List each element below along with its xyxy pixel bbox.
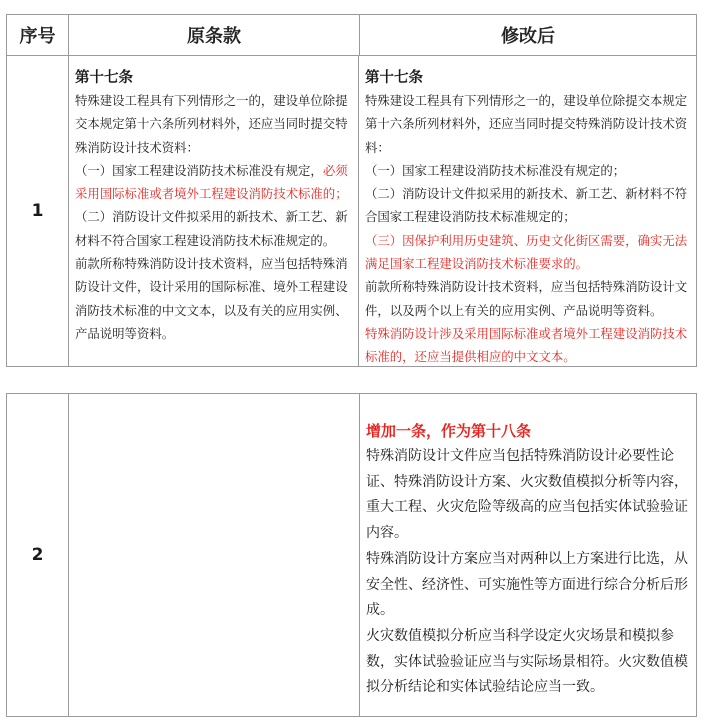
clause-item-1-deleted-text: 必须采用国际标准或者境外工程建设消防技术标准的； [75, 162, 348, 202]
header-no: 序号 [7, 15, 69, 55]
original-clause-cell [69, 56, 359, 366]
revised-clause-cell [360, 394, 696, 716]
clause-item-2: （二）消防设计文件拟采用的新技术、新工艺、新材料不符合国家工程建设消防技术标准规定的。 [75, 209, 348, 248]
row-number [7, 394, 69, 716]
row-number-text: 2 [31, 545, 44, 565]
added-article-title: 增加一条，作为第十八条 [366, 422, 532, 440]
row-number [7, 56, 69, 366]
clause-item-1-text: （一）国家工程建设消防技术标准没有规定， [75, 162, 323, 178]
table-header [7, 15, 696, 56]
revised-clause-cell [359, 56, 696, 366]
clause-paragraph-2: 特殊消防设计方案应当对两种以上方案进行比选，从安全性、经济性、可实施性等方面进行综合分析后形成。 [366, 550, 688, 619]
clause-paragraph-3: 火灾数值模拟分析应当科学设定火灾场景和模拟参数，实体试验验证应当与实际场景相符。火灾数值模拟分析结论和实体试验结论应当一致。 [366, 627, 688, 696]
table-row [7, 56, 696, 366]
clause-item-1: （一）国家工程建设消防技术标准没有规定的； [365, 162, 626, 178]
clause-paragraph-1: 特殊消防设计文件应当包括特殊消防设计必要性论证、特殊消防设计方案、火灾数值模拟分析等内容，重大工程、火灾危险等级高的应当包括实体试验验证内容。 [366, 448, 688, 542]
clause-item-3-added: （三）因保护利用历史建筑、历史文化街区需要，确实无法满足国家工程建设消防技术标准要求的。 [365, 232, 688, 272]
clause-paragraph-last: 前款所称特殊消防设计技术资料，应当包括特殊消防设计文件，以及两个以上有关的应用实例、产品说明等资料。 [365, 279, 688, 318]
clause-paragraph-last: 前款所称特殊消防设计技术资料，应当包括特殊消防设计文件，设计采用的国际标准、境外工程建设消防技术标准的中文文本，以及有关的应用实例、产品说明等资料。 [75, 256, 348, 341]
clause-paragraph: 特殊建设工程具有下列情形之一的，建设单位除提交本规定第十六条所列材料外，还应当同时提交特殊消防设计技术资料： [75, 93, 348, 155]
comparison-table [6, 14, 697, 367]
clause-item-2: （二）消防设计文件拟采用的新技术、新工艺、新材料不符合国家工程建设消防技术标准规定的； [365, 186, 688, 225]
clause-item-1 [75, 159, 352, 206]
clause-paragraph: 特殊建设工程具有下列情形之一的，建设单位除提交本规定第十六条所列材料外，还应当同时提交特殊消防设计技术资料： [365, 93, 688, 155]
article-heading: 第十七条 [365, 70, 423, 86]
clause-paragraph-added: 特殊消防设计涉及采用国际标准或者境外工程建设消防技术标准的，还应当提供相应的中文文本。 [365, 325, 688, 365]
comparison-table-continued [6, 393, 697, 717]
row-number-text: 1 [31, 201, 44, 221]
table-row [7, 394, 696, 716]
header-original: 原条款 [69, 15, 360, 55]
header-revised: 修改后 [501, 26, 555, 47]
article-heading: 第十七条 [75, 70, 133, 86]
original-clause-cell-empty [69, 394, 360, 716]
